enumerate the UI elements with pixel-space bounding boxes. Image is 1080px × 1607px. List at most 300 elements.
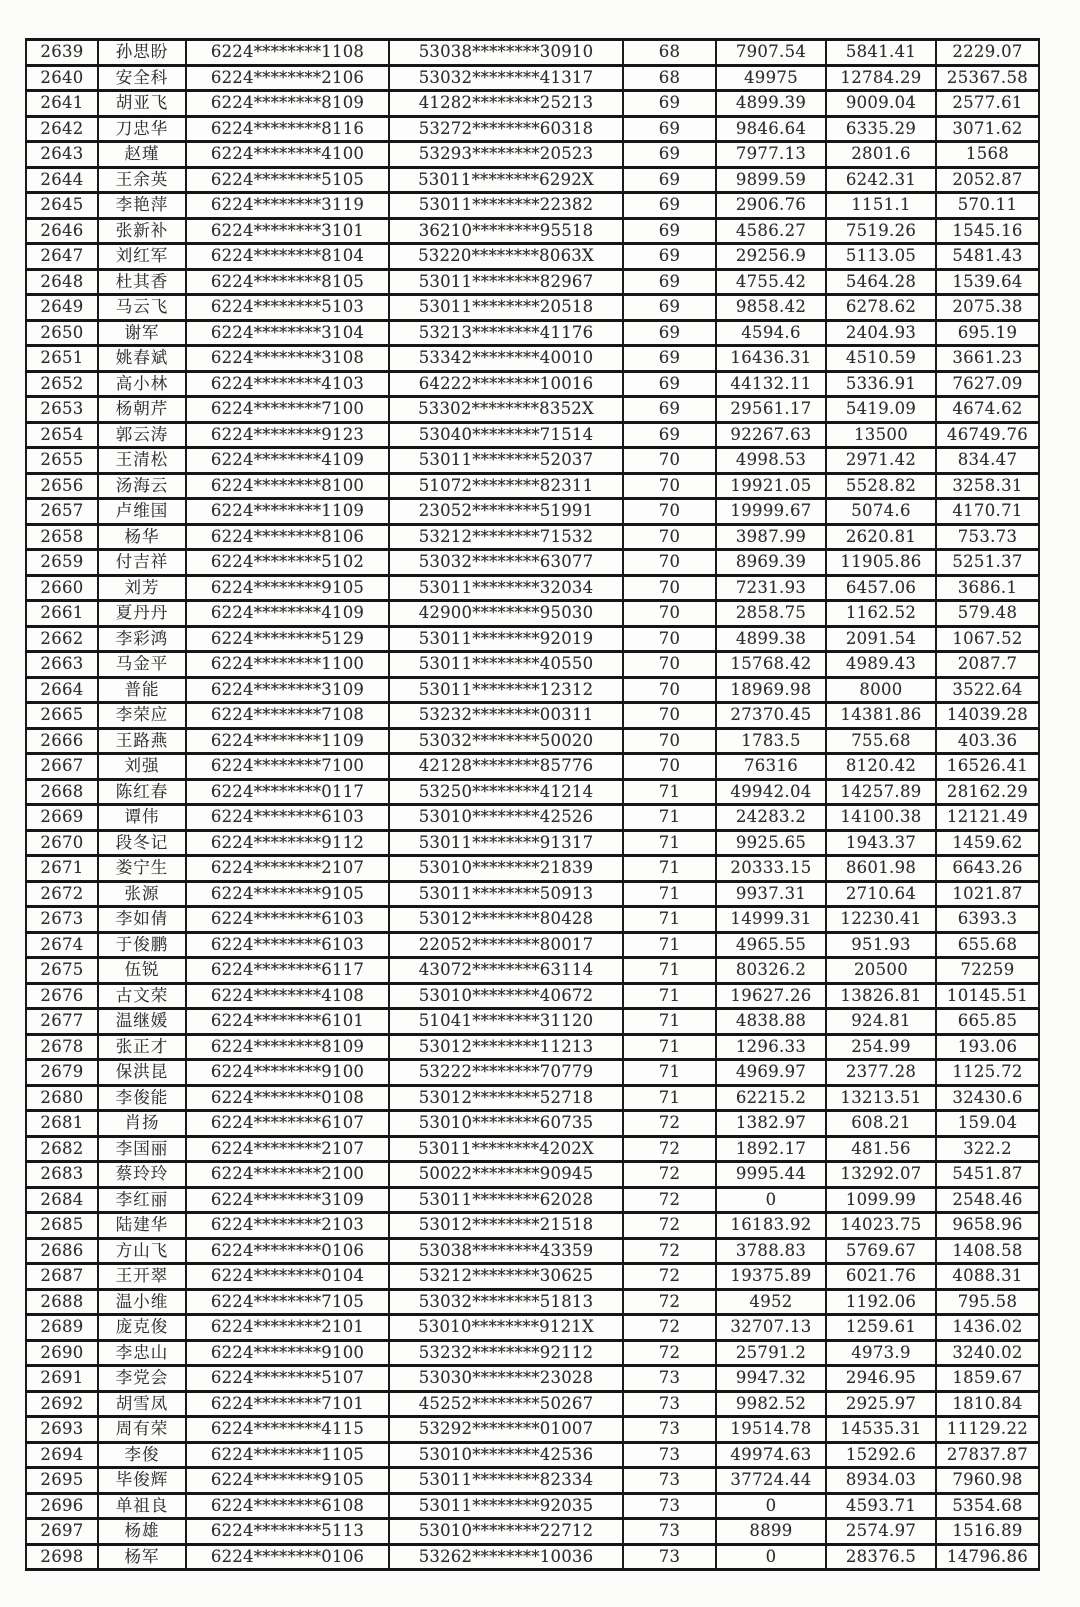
cell-serial-number: 2647 bbox=[26, 244, 98, 270]
cell-id-number-masked: 53012********80428 bbox=[389, 907, 623, 933]
cell-person-name: 古文荣 bbox=[98, 983, 186, 1009]
cell-serial-number: 2680 bbox=[26, 1085, 98, 1111]
cell-id-number-masked: 51072********82311 bbox=[389, 473, 623, 499]
cell-age: 71 bbox=[623, 907, 716, 933]
cell-amount-3: 322.2 bbox=[936, 1136, 1039, 1162]
cell-serial-number: 2693 bbox=[26, 1417, 98, 1443]
cell-bank-card-masked: 6224********5102 bbox=[186, 550, 389, 576]
cell-bank-card-masked: 6224********4108 bbox=[186, 983, 389, 1009]
cell-bank-card-masked: 6224********5107 bbox=[186, 1366, 389, 1392]
cell-age: 73 bbox=[623, 1417, 716, 1443]
cell-id-number-masked: 53012********52718 bbox=[389, 1085, 623, 1111]
cell-bank-card-masked: 6224********5129 bbox=[186, 626, 389, 652]
cell-bank-card-masked: 6224********0117 bbox=[186, 779, 389, 805]
table-row bbox=[26, 1468, 1039, 1494]
cell-serial-number: 2685 bbox=[26, 1213, 98, 1239]
cell-serial-number: 2671 bbox=[26, 856, 98, 882]
cell-bank-card-masked: 6224********7105 bbox=[186, 1289, 389, 1315]
cell-person-name: 刘芳 bbox=[98, 575, 186, 601]
cell-amount-3: 1021.87 bbox=[936, 881, 1039, 907]
cell-person-name: 温继媛 bbox=[98, 1009, 186, 1035]
cell-bank-card-masked: 6224********0108 bbox=[186, 1085, 389, 1111]
cell-id-number-masked: 53010********60735 bbox=[389, 1111, 623, 1137]
cell-amount-1: 1296.33 bbox=[716, 1034, 826, 1060]
cell-serial-number: 2674 bbox=[26, 932, 98, 958]
cell-amount-2: 6242.31 bbox=[826, 167, 936, 193]
cell-person-name: 李艳萍 bbox=[98, 193, 186, 219]
cell-amount-2: 11905.86 bbox=[826, 550, 936, 576]
cell-age: 71 bbox=[623, 983, 716, 1009]
table-row bbox=[26, 295, 1039, 321]
cell-amount-2: 4989.43 bbox=[826, 652, 936, 678]
table-row bbox=[26, 1060, 1039, 1086]
table-row bbox=[26, 779, 1039, 805]
cell-age: 69 bbox=[623, 371, 716, 397]
cell-amount-1: 9846.64 bbox=[716, 116, 826, 142]
cell-amount-2: 755.68 bbox=[826, 728, 936, 754]
table-row bbox=[26, 1289, 1039, 1315]
cell-amount-1: 27370.45 bbox=[716, 703, 826, 729]
cell-id-number-masked: 53012********21518 bbox=[389, 1213, 623, 1239]
cell-person-name: 陆建华 bbox=[98, 1213, 186, 1239]
cell-person-name: 高小林 bbox=[98, 371, 186, 397]
cell-age: 73 bbox=[623, 1391, 716, 1417]
cell-bank-card-masked: 6224********1109 bbox=[186, 728, 389, 754]
cell-serial-number: 2672 bbox=[26, 881, 98, 907]
cell-age: 69 bbox=[623, 193, 716, 219]
cell-amount-2: 7519.26 bbox=[826, 218, 936, 244]
cell-amount-2: 5074.6 bbox=[826, 499, 936, 525]
cell-amount-3: 193.06 bbox=[936, 1034, 1039, 1060]
cell-person-name: 方山飞 bbox=[98, 1238, 186, 1264]
cell-id-number-masked: 53011********40550 bbox=[389, 652, 623, 678]
table-row bbox=[26, 1366, 1039, 1392]
cell-amount-1: 4969.97 bbox=[716, 1060, 826, 1086]
cell-amount-2: 5419.09 bbox=[826, 397, 936, 423]
cell-amount-1: 32707.13 bbox=[716, 1315, 826, 1341]
cell-amount-1: 49974.63 bbox=[716, 1442, 826, 1468]
cell-age: 70 bbox=[623, 575, 716, 601]
cell-id-number-masked: 43072********63114 bbox=[389, 958, 623, 984]
cell-serial-number: 2640 bbox=[26, 65, 98, 91]
table-row bbox=[26, 320, 1039, 346]
table-row bbox=[26, 422, 1039, 448]
cell-id-number-masked: 53293********20523 bbox=[389, 142, 623, 168]
cell-person-name: 谭伟 bbox=[98, 805, 186, 831]
cell-amount-3: 665.85 bbox=[936, 1009, 1039, 1035]
cell-bank-card-masked: 6224********1105 bbox=[186, 1442, 389, 1468]
cell-serial-number: 2687 bbox=[26, 1264, 98, 1290]
cell-serial-number: 2684 bbox=[26, 1187, 98, 1213]
cell-amount-2: 2946.95 bbox=[826, 1366, 936, 1392]
table-row bbox=[26, 1187, 1039, 1213]
cell-serial-number: 2650 bbox=[26, 320, 98, 346]
cell-amount-1: 4899.39 bbox=[716, 91, 826, 117]
cell-person-name: 张源 bbox=[98, 881, 186, 907]
cell-amount-3: 3522.64 bbox=[936, 677, 1039, 703]
cell-age: 71 bbox=[623, 830, 716, 856]
cell-id-number-masked: 53011********12312 bbox=[389, 677, 623, 703]
cell-bank-card-masked: 6224********3119 bbox=[186, 193, 389, 219]
cell-amount-2: 5464.28 bbox=[826, 269, 936, 295]
scanned-table-sheet bbox=[25, 38, 1040, 1571]
cell-age: 71 bbox=[623, 881, 716, 907]
table-row bbox=[26, 91, 1039, 117]
cell-amount-1: 7907.54 bbox=[716, 40, 826, 66]
table-row bbox=[26, 1213, 1039, 1239]
cell-amount-3: 1859.67 bbox=[936, 1366, 1039, 1392]
cell-amount-3: 1408.58 bbox=[936, 1238, 1039, 1264]
cell-person-name: 杨华 bbox=[98, 524, 186, 550]
table-row bbox=[26, 473, 1039, 499]
cell-id-number-masked: 53262********10036 bbox=[389, 1544, 623, 1570]
table-row bbox=[26, 116, 1039, 142]
cell-amount-3: 5451.87 bbox=[936, 1162, 1039, 1188]
cell-amount-2: 6278.62 bbox=[826, 295, 936, 321]
cell-age: 70 bbox=[623, 703, 716, 729]
cell-amount-3: 27837.87 bbox=[936, 1442, 1039, 1468]
cell-person-name: 蔡玲玲 bbox=[98, 1162, 186, 1188]
cell-amount-3: 16526.41 bbox=[936, 754, 1039, 780]
cell-amount-2: 924.81 bbox=[826, 1009, 936, 1035]
cell-amount-2: 951.93 bbox=[826, 932, 936, 958]
cell-amount-3: 2087.7 bbox=[936, 652, 1039, 678]
cell-person-name: 保洪昆 bbox=[98, 1060, 186, 1086]
cell-serial-number: 2658 bbox=[26, 524, 98, 550]
cell-serial-number: 2641 bbox=[26, 91, 98, 117]
cell-amount-3: 25367.58 bbox=[936, 65, 1039, 91]
cell-age: 71 bbox=[623, 779, 716, 805]
cell-id-number-masked: 41282********25213 bbox=[389, 91, 623, 117]
cell-age: 72 bbox=[623, 1187, 716, 1213]
cell-age: 71 bbox=[623, 932, 716, 958]
cell-age: 69 bbox=[623, 295, 716, 321]
cell-age: 72 bbox=[623, 1264, 716, 1290]
cell-person-name: 谢军 bbox=[98, 320, 186, 346]
cell-amount-2: 13213.51 bbox=[826, 1085, 936, 1111]
cell-age: 71 bbox=[623, 1060, 716, 1086]
cell-amount-3: 3240.02 bbox=[936, 1340, 1039, 1366]
cell-bank-card-masked: 6224********4109 bbox=[186, 601, 389, 627]
cell-age: 73 bbox=[623, 1544, 716, 1570]
cell-amount-1: 9947.32 bbox=[716, 1366, 826, 1392]
records-table bbox=[25, 38, 1040, 1571]
cell-amount-3: 2229.07 bbox=[936, 40, 1039, 66]
cell-amount-2: 254.99 bbox=[826, 1034, 936, 1060]
cell-amount-2: 1943.37 bbox=[826, 830, 936, 856]
cell-bank-card-masked: 6224********2100 bbox=[186, 1162, 389, 1188]
cell-serial-number: 2663 bbox=[26, 652, 98, 678]
cell-id-number-masked: 53220********8063X bbox=[389, 244, 623, 270]
cell-amount-2: 2710.64 bbox=[826, 881, 936, 907]
cell-person-name: 刘红军 bbox=[98, 244, 186, 270]
cell-amount-3: 10145.51 bbox=[936, 983, 1039, 1009]
cell-id-number-masked: 53032********50020 bbox=[389, 728, 623, 754]
cell-amount-3: 2075.38 bbox=[936, 295, 1039, 321]
table-row bbox=[26, 1264, 1039, 1290]
cell-amount-2: 5528.82 bbox=[826, 473, 936, 499]
cell-person-name: 单祖良 bbox=[98, 1493, 186, 1519]
cell-age: 73 bbox=[623, 1519, 716, 1545]
cell-bank-card-masked: 6224********1109 bbox=[186, 499, 389, 525]
cell-serial-number: 2675 bbox=[26, 958, 98, 984]
cell-amount-3: 795.58 bbox=[936, 1289, 1039, 1315]
cell-amount-1: 25791.2 bbox=[716, 1340, 826, 1366]
cell-amount-3: 14039.28 bbox=[936, 703, 1039, 729]
cell-bank-card-masked: 6224********9105 bbox=[186, 881, 389, 907]
cell-amount-2: 14023.75 bbox=[826, 1213, 936, 1239]
cell-amount-2: 5113.05 bbox=[826, 244, 936, 270]
cell-age: 70 bbox=[623, 473, 716, 499]
cell-amount-2: 2404.93 bbox=[826, 320, 936, 346]
cell-age: 69 bbox=[623, 397, 716, 423]
cell-amount-2: 14381.86 bbox=[826, 703, 936, 729]
table-row bbox=[26, 856, 1039, 882]
cell-bank-card-masked: 6224********8106 bbox=[186, 524, 389, 550]
cell-amount-1: 4998.53 bbox=[716, 448, 826, 474]
cell-serial-number: 2695 bbox=[26, 1468, 98, 1494]
cell-amount-1: 2906.76 bbox=[716, 193, 826, 219]
cell-bank-card-masked: 6224********6103 bbox=[186, 805, 389, 831]
cell-person-name: 李彩鸿 bbox=[98, 626, 186, 652]
cell-age: 69 bbox=[623, 346, 716, 372]
cell-bank-card-masked: 6224********1100 bbox=[186, 652, 389, 678]
table-row bbox=[26, 652, 1039, 678]
cell-serial-number: 2642 bbox=[26, 116, 98, 142]
table-row bbox=[26, 728, 1039, 754]
cell-amount-3: 14796.86 bbox=[936, 1544, 1039, 1570]
cell-id-number-masked: 53038********43359 bbox=[389, 1238, 623, 1264]
cell-serial-number: 2694 bbox=[26, 1442, 98, 1468]
cell-person-name: 李红丽 bbox=[98, 1187, 186, 1213]
cell-amount-3: 753.73 bbox=[936, 524, 1039, 550]
cell-amount-2: 2925.97 bbox=[826, 1391, 936, 1417]
cell-serial-number: 2649 bbox=[26, 295, 98, 321]
cell-amount-3: 2052.87 bbox=[936, 167, 1039, 193]
cell-bank-card-masked: 6224********7108 bbox=[186, 703, 389, 729]
table-row bbox=[26, 1442, 1039, 1468]
cell-age: 68 bbox=[623, 40, 716, 66]
cell-serial-number: 2689 bbox=[26, 1315, 98, 1341]
cell-person-name: 李忠山 bbox=[98, 1340, 186, 1366]
cell-serial-number: 2661 bbox=[26, 601, 98, 627]
cell-amount-3: 28162.29 bbox=[936, 779, 1039, 805]
cell-serial-number: 2669 bbox=[26, 805, 98, 831]
cell-person-name: 温小维 bbox=[98, 1289, 186, 1315]
cell-amount-1: 37724.44 bbox=[716, 1468, 826, 1494]
table-row bbox=[26, 830, 1039, 856]
table-row bbox=[26, 1391, 1039, 1417]
cell-amount-3: 1067.52 bbox=[936, 626, 1039, 652]
cell-age: 69 bbox=[623, 422, 716, 448]
cell-age: 70 bbox=[623, 499, 716, 525]
cell-amount-1: 4952 bbox=[716, 1289, 826, 1315]
table-row bbox=[26, 1519, 1039, 1545]
cell-age: 71 bbox=[623, 958, 716, 984]
cell-age: 72 bbox=[623, 1315, 716, 1341]
cell-amount-2: 13826.81 bbox=[826, 983, 936, 1009]
cell-person-name: 王清松 bbox=[98, 448, 186, 474]
cell-bank-card-masked: 6224********6108 bbox=[186, 1493, 389, 1519]
cell-amount-2: 12784.29 bbox=[826, 65, 936, 91]
cell-amount-3: 9658.96 bbox=[936, 1213, 1039, 1239]
cell-serial-number: 2660 bbox=[26, 575, 98, 601]
cell-serial-number: 2683 bbox=[26, 1162, 98, 1188]
cell-bank-card-masked: 6224********2107 bbox=[186, 1136, 389, 1162]
cell-bank-card-masked: 6224********3101 bbox=[186, 218, 389, 244]
cell-age: 70 bbox=[623, 728, 716, 754]
cell-serial-number: 2644 bbox=[26, 167, 98, 193]
cell-amount-1: 20333.15 bbox=[716, 856, 826, 882]
cell-amount-2: 4510.59 bbox=[826, 346, 936, 372]
table-row bbox=[26, 397, 1039, 423]
cell-bank-card-masked: 6224********9105 bbox=[186, 1468, 389, 1494]
cell-bank-card-masked: 6224********9100 bbox=[186, 1340, 389, 1366]
cell-serial-number: 2690 bbox=[26, 1340, 98, 1366]
cell-age: 69 bbox=[623, 320, 716, 346]
table-row bbox=[26, 193, 1039, 219]
cell-amount-1: 4594.6 bbox=[716, 320, 826, 346]
cell-bank-card-masked: 6224********2106 bbox=[186, 65, 389, 91]
cell-id-number-masked: 23052********51991 bbox=[389, 499, 623, 525]
cell-person-name: 姚春斌 bbox=[98, 346, 186, 372]
cell-serial-number: 2686 bbox=[26, 1238, 98, 1264]
cell-amount-3: 12121.49 bbox=[936, 805, 1039, 831]
cell-amount-1: 3987.99 bbox=[716, 524, 826, 550]
cell-amount-1: 18969.98 bbox=[716, 677, 826, 703]
table-row bbox=[26, 550, 1039, 576]
cell-id-number-masked: 53040********71514 bbox=[389, 422, 623, 448]
cell-amount-1: 80326.2 bbox=[716, 958, 826, 984]
table-row bbox=[26, 65, 1039, 91]
cell-bank-card-masked: 6224********8104 bbox=[186, 244, 389, 270]
cell-amount-2: 4593.71 bbox=[826, 1493, 936, 1519]
cell-serial-number: 2688 bbox=[26, 1289, 98, 1315]
table-row bbox=[26, 575, 1039, 601]
cell-amount-3: 5354.68 bbox=[936, 1493, 1039, 1519]
cell-amount-1: 1783.5 bbox=[716, 728, 826, 754]
cell-person-name: 周有荣 bbox=[98, 1417, 186, 1443]
cell-amount-3: 6643.26 bbox=[936, 856, 1039, 882]
cell-age: 73 bbox=[623, 1442, 716, 1468]
cell-amount-2: 4973.9 bbox=[826, 1340, 936, 1366]
cell-amount-1: 9925.65 bbox=[716, 830, 826, 856]
cell-age: 72 bbox=[623, 1162, 716, 1188]
cell-id-number-masked: 53302********8352X bbox=[389, 397, 623, 423]
cell-serial-number: 2698 bbox=[26, 1544, 98, 1570]
table-row bbox=[26, 1315, 1039, 1341]
cell-serial-number: 2659 bbox=[26, 550, 98, 576]
cell-person-name: 李国丽 bbox=[98, 1136, 186, 1162]
cell-id-number-masked: 53038********30910 bbox=[389, 40, 623, 66]
cell-person-name: 马云飞 bbox=[98, 295, 186, 321]
cell-id-number-masked: 53011********20518 bbox=[389, 295, 623, 321]
cell-person-name: 张正才 bbox=[98, 1034, 186, 1060]
cell-amount-3: 3071.62 bbox=[936, 116, 1039, 142]
cell-amount-1: 2858.75 bbox=[716, 601, 826, 627]
cell-amount-2: 1162.52 bbox=[826, 601, 936, 627]
cell-person-name: 王开翠 bbox=[98, 1264, 186, 1290]
cell-bank-card-masked: 6224********6107 bbox=[186, 1111, 389, 1137]
cell-amount-2: 20500 bbox=[826, 958, 936, 984]
cell-age: 71 bbox=[623, 1034, 716, 1060]
cell-amount-3: 2548.46 bbox=[936, 1187, 1039, 1213]
cell-amount-1: 62215.2 bbox=[716, 1085, 826, 1111]
cell-age: 69 bbox=[623, 167, 716, 193]
cell-serial-number: 2667 bbox=[26, 754, 98, 780]
cell-amount-2: 12230.41 bbox=[826, 907, 936, 933]
cell-person-name: 刀忠华 bbox=[98, 116, 186, 142]
table-row bbox=[26, 626, 1039, 652]
cell-amount-3: 32430.6 bbox=[936, 1085, 1039, 1111]
cell-serial-number: 2648 bbox=[26, 269, 98, 295]
cell-amount-3: 579.48 bbox=[936, 601, 1039, 627]
cell-amount-2: 6457.06 bbox=[826, 575, 936, 601]
cell-id-number-masked: 51041********31120 bbox=[389, 1009, 623, 1035]
cell-amount-1: 92267.63 bbox=[716, 422, 826, 448]
cell-bank-card-masked: 6224********3109 bbox=[186, 677, 389, 703]
cell-id-number-masked: 53213********41176 bbox=[389, 320, 623, 346]
cell-amount-3: 570.11 bbox=[936, 193, 1039, 219]
cell-age: 68 bbox=[623, 65, 716, 91]
cell-amount-2: 2620.81 bbox=[826, 524, 936, 550]
cell-id-number-masked: 53011********91317 bbox=[389, 830, 623, 856]
table-row bbox=[26, 1034, 1039, 1060]
table-row bbox=[26, 1238, 1039, 1264]
cell-amount-1: 7977.13 bbox=[716, 142, 826, 168]
cell-amount-3: 4170.71 bbox=[936, 499, 1039, 525]
cell-serial-number: 2666 bbox=[26, 728, 98, 754]
cell-bank-card-masked: 6224********2101 bbox=[186, 1315, 389, 1341]
cell-bank-card-masked: 6224********6103 bbox=[186, 907, 389, 933]
cell-serial-number: 2682 bbox=[26, 1136, 98, 1162]
cell-serial-number: 2692 bbox=[26, 1391, 98, 1417]
cell-id-number-masked: 53010********9121X bbox=[389, 1315, 623, 1341]
cell-amount-2: 2574.97 bbox=[826, 1519, 936, 1545]
cell-person-name: 汤海云 bbox=[98, 473, 186, 499]
cell-bank-card-masked: 6224********0104 bbox=[186, 1264, 389, 1290]
cell-amount-1: 8899 bbox=[716, 1519, 826, 1545]
cell-age: 69 bbox=[623, 116, 716, 142]
cell-amount-3: 72259 bbox=[936, 958, 1039, 984]
table-row bbox=[26, 983, 1039, 1009]
cell-amount-3: 1125.72 bbox=[936, 1060, 1039, 1086]
cell-amount-1: 1892.17 bbox=[716, 1136, 826, 1162]
cell-amount-1: 0 bbox=[716, 1544, 826, 1570]
cell-amount-3: 4674.62 bbox=[936, 397, 1039, 423]
cell-amount-2: 6021.76 bbox=[826, 1264, 936, 1290]
cell-amount-3: 159.04 bbox=[936, 1111, 1039, 1137]
cell-amount-1: 9982.52 bbox=[716, 1391, 826, 1417]
cell-age: 71 bbox=[623, 805, 716, 831]
cell-id-number-masked: 53212********30625 bbox=[389, 1264, 623, 1290]
cell-person-name: 安全科 bbox=[98, 65, 186, 91]
cell-serial-number: 2673 bbox=[26, 907, 98, 933]
cell-amount-2: 2377.28 bbox=[826, 1060, 936, 1086]
cell-amount-1: 19375.89 bbox=[716, 1264, 826, 1290]
cell-person-name: 胡雪凤 bbox=[98, 1391, 186, 1417]
cell-person-name: 杨军 bbox=[98, 1544, 186, 1570]
cell-serial-number: 2646 bbox=[26, 218, 98, 244]
cell-id-number-masked: 53011********82967 bbox=[389, 269, 623, 295]
cell-amount-3: 403.36 bbox=[936, 728, 1039, 754]
cell-amount-2: 5841.41 bbox=[826, 40, 936, 66]
table-row bbox=[26, 881, 1039, 907]
cell-amount-2: 5769.67 bbox=[826, 1238, 936, 1264]
cell-amount-1: 49942.04 bbox=[716, 779, 826, 805]
cell-id-number-masked: 53232********00311 bbox=[389, 703, 623, 729]
cell-serial-number: 2652 bbox=[26, 371, 98, 397]
